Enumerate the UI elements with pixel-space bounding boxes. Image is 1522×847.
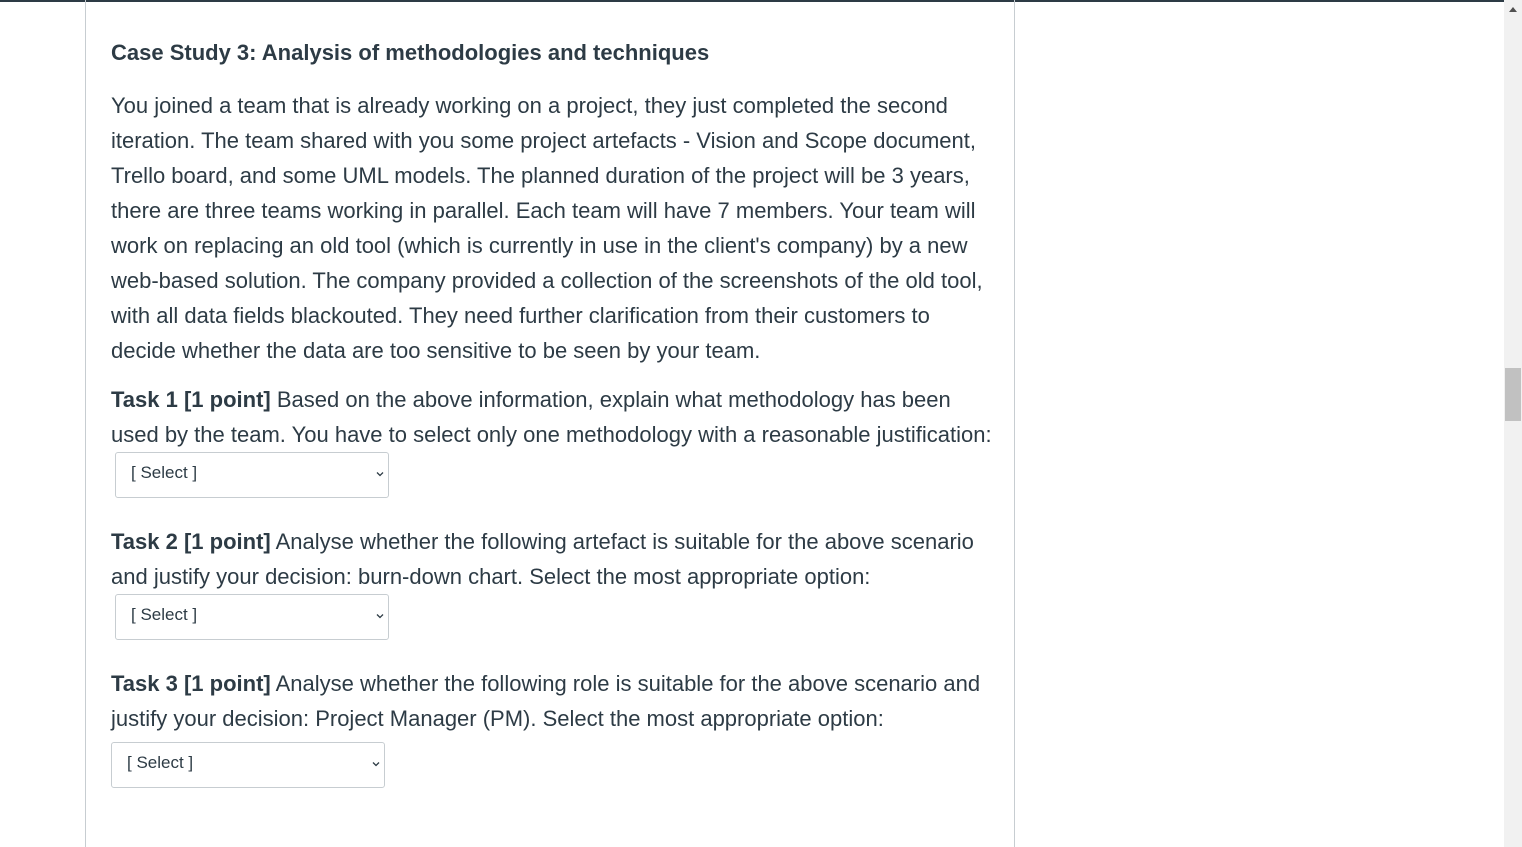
task-2-text: Analyse whether the following artefact is suitable for the above scenario and justify your decision: burn-down chart. Select the most appropriate option: xyxy=(111,529,974,589)
task-3-label: Task 3 [1 point] xyxy=(111,671,271,696)
question-content xyxy=(111,38,996,788)
task-3-text: Analyse whether the following role is suitable for the above scenario and justify your decision: Project Manager (PM). Select the most appropriate option: xyxy=(111,671,981,731)
task-1-label: Task 1 [1 point] xyxy=(111,387,271,412)
chevron-up-icon[interactable] xyxy=(1509,6,1517,12)
task-1-select[interactable] xyxy=(115,452,389,498)
task-3 xyxy=(111,666,996,788)
scrollbar-thumb[interactable] xyxy=(1505,368,1521,421)
task-2 xyxy=(111,524,996,640)
task-2-select[interactable] xyxy=(115,594,389,640)
question-panel xyxy=(85,0,1015,847)
chevron-down-icon xyxy=(372,760,380,768)
chevron-down-icon xyxy=(376,612,384,620)
task-1-select-value: [ Select ] xyxy=(131,463,198,482)
task-3-select[interactable] xyxy=(111,742,385,788)
task-1-text: Based on the above information, explain what methodology has been used by the team. You have to select only one methodology with a reasonable justification: xyxy=(111,387,992,447)
task-3-select-wrapper xyxy=(111,742,996,788)
task-2-label: Task 2 [1 point] xyxy=(111,529,271,554)
page-scrollbar[interactable] xyxy=(1504,0,1522,847)
chevron-down-icon xyxy=(376,470,384,478)
case-study-title: Case Study 3: Analysis of methodologies and techniques xyxy=(111,40,710,65)
task-1 xyxy=(111,382,996,498)
scenario-text: You joined a team that is already working on a project, they just completed the second iteration. The team shared with you some project artefacts - Vision and Scope document, Trello board, and some UML models. The planned duration of the project will be 3 years, there are three teams working in parallel. Each team will have 7 members. Your team will work on replacing an old tool (which is currently in use in the client's company) by a new web-based solution. The company provided a collection of the screenshots of the old tool, with all data fields blackouted. They need further clarification from their customers to decide whether the data are too sensitive to be seen by your team. xyxy=(111,93,983,363)
task-3-select-value: [ Select ] xyxy=(127,753,194,772)
task-2-select-value: [ Select ] xyxy=(131,605,198,624)
